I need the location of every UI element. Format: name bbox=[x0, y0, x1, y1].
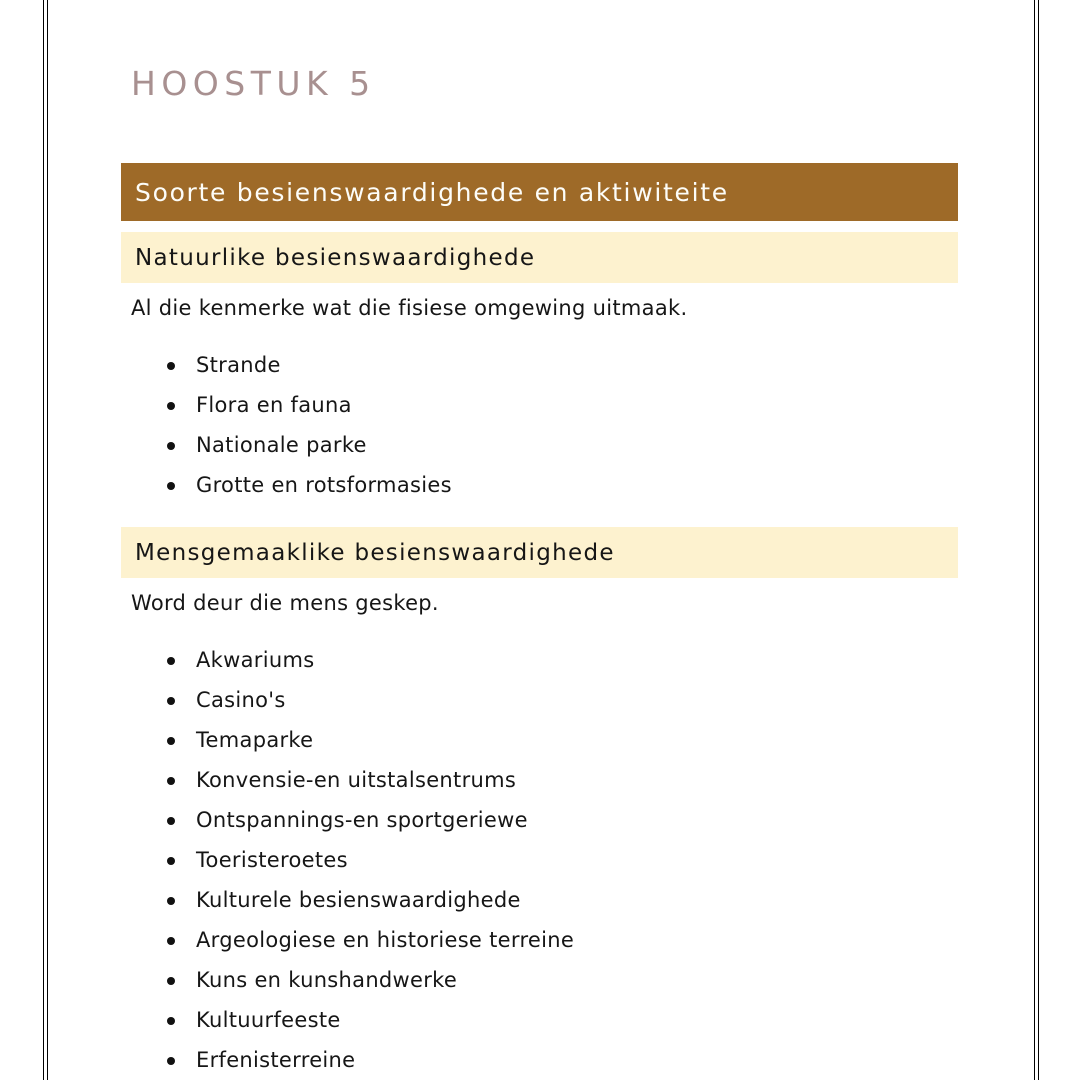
list-item-label: Kultuurfeeste bbox=[196, 1008, 341, 1032]
bullet-dot-icon bbox=[167, 897, 175, 905]
bullet-dot-icon bbox=[167, 362, 175, 370]
bullet-dot-icon bbox=[167, 1057, 175, 1065]
section-intro-natural: Al die kenmerke wat die fisiese omgewing uitmaak. bbox=[131, 296, 688, 320]
bullet-dot-icon bbox=[167, 697, 175, 705]
list-item-label: Erfenisterreine bbox=[196, 1048, 356, 1072]
list-item bbox=[167, 1048, 574, 1080]
list-item-label: Argeologiese en historiese terreine bbox=[196, 928, 575, 952]
list-item-label: Konvensie-en uitstalsentrums bbox=[196, 768, 517, 792]
list-item-label: Grotte en rotsformasies bbox=[196, 473, 452, 497]
section-heading-banner-manmade bbox=[121, 527, 958, 578]
bullet-dot-icon bbox=[167, 657, 175, 665]
bullet-dot-icon bbox=[167, 937, 175, 945]
bullet-dot-icon bbox=[167, 777, 175, 785]
list-item bbox=[167, 728, 574, 768]
list-item bbox=[167, 808, 574, 848]
page-edge-rule-right-outer bbox=[1034, 0, 1035, 1080]
section-heading-label-natural: Natuurlike besienswaardighede bbox=[135, 244, 536, 271]
page-edge-rule-left-outer bbox=[43, 0, 44, 1080]
bullet-list-natural bbox=[167, 353, 452, 513]
list-item bbox=[167, 353, 452, 393]
bullet-dot-icon bbox=[167, 442, 175, 450]
list-item bbox=[167, 648, 574, 688]
bullet-dot-icon bbox=[167, 817, 175, 825]
list-item bbox=[167, 1008, 574, 1048]
list-item-label: Ontspannings-en sportgeriewe bbox=[196, 808, 528, 832]
bullet-dot-icon bbox=[167, 977, 175, 985]
list-item-label: Casino's bbox=[196, 688, 286, 712]
list-item-label: Nationale parke bbox=[196, 433, 367, 457]
list-item bbox=[167, 928, 574, 968]
list-item-label: Kulturele besienswaardighede bbox=[196, 888, 521, 912]
list-item bbox=[167, 768, 574, 808]
list-item bbox=[167, 688, 574, 728]
list-item bbox=[167, 848, 574, 888]
list-item bbox=[167, 393, 452, 433]
list-item-label: Kuns en kunshandwerke bbox=[196, 968, 458, 992]
list-item bbox=[167, 473, 452, 513]
bullet-dot-icon bbox=[167, 737, 175, 745]
bullet-dot-icon bbox=[167, 482, 175, 490]
list-item-label: Temaparke bbox=[196, 728, 314, 752]
bullet-list-manmade bbox=[167, 648, 574, 1080]
section-intro-manmade: Word deur die mens geskep. bbox=[131, 591, 439, 615]
main-topic-banner-label: Soorte besienswaardighede en aktiwiteite bbox=[135, 177, 729, 207]
bullet-dot-icon bbox=[167, 1017, 175, 1025]
section-heading-label-manmade: Mensgemaaklike besienswaardighede bbox=[135, 539, 615, 566]
list-item bbox=[167, 433, 452, 473]
list-item bbox=[167, 888, 574, 928]
chapter-title: HOOSTUK 5 bbox=[131, 64, 376, 103]
list-item-label: Toeristeroetes bbox=[196, 848, 348, 872]
main-topic-banner bbox=[121, 163, 958, 221]
list-item-label: Flora en fauna bbox=[196, 393, 352, 417]
section-heading-banner-natural bbox=[121, 232, 958, 283]
list-item-label: Strande bbox=[196, 353, 281, 377]
list-item bbox=[167, 968, 574, 1008]
page-edge-rule-right-inner bbox=[1038, 0, 1039, 1080]
page-edge-rule-left-inner bbox=[47, 0, 48, 1080]
list-item-label: Akwariums bbox=[196, 648, 315, 672]
bullet-dot-icon bbox=[167, 402, 175, 410]
bullet-dot-icon bbox=[167, 857, 175, 865]
